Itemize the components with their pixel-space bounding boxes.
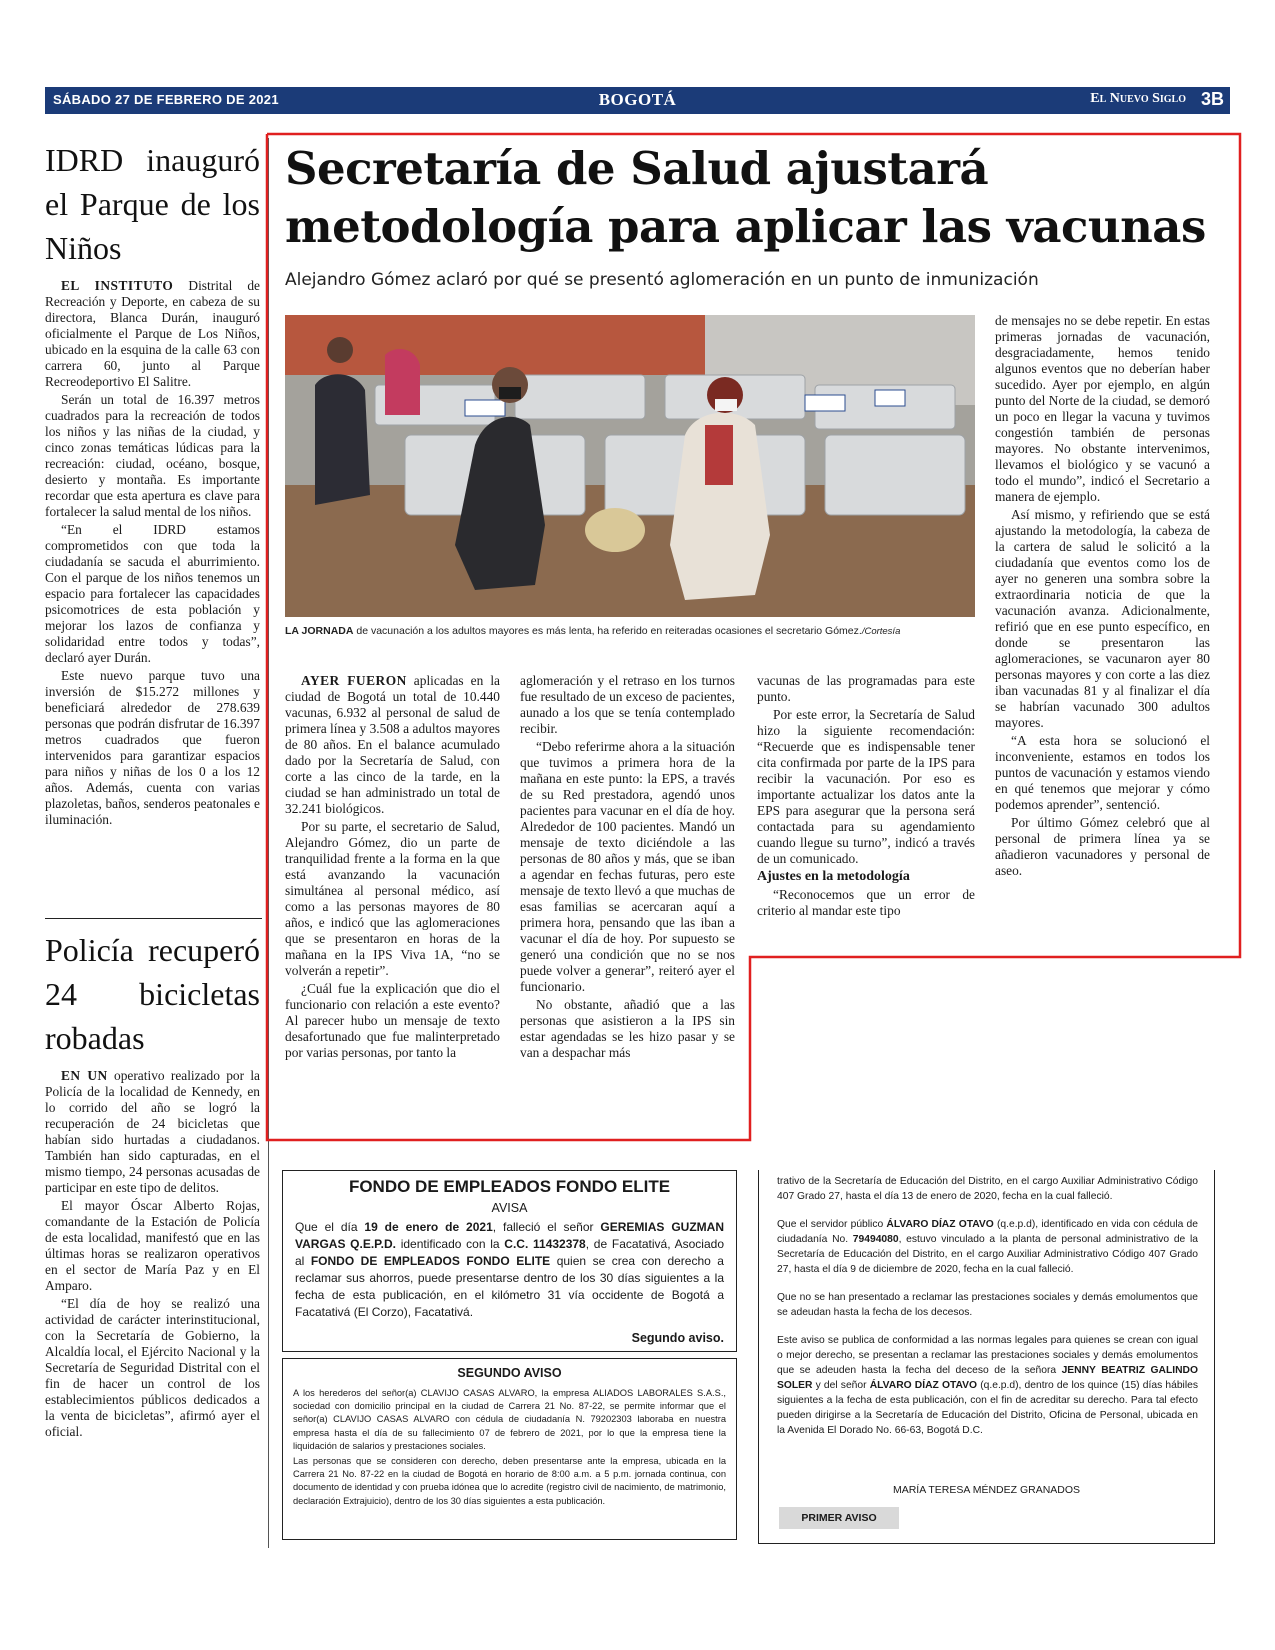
notice-secretaria-educacion-body xyxy=(777,1174,1198,1451)
n3-p3: Que no se han presentado a reclamar las prestaciones sociales y demás emolumentos que se adeudan hasta la fecha de los decesos. xyxy=(777,1292,1198,1318)
left-article-p4: Este nuevo parque tuvo una inversión de $15.272 millones y beneficiará alrededor de 278.639 personas que podrán disfrutar de 16.397 metros cuadrados que fueron intervenidos para garantizar espacios para niños y niñas de los 0 a los 12 años. Además, cuenta con varias plazoletas, baños, senderos peatonales e iluminación. xyxy=(45,668,260,827)
n3-p2 xyxy=(777,1217,1198,1277)
vaccination-photo xyxy=(285,315,975,617)
issue-date: SÁBADO 27 DE FEBRERO DE 2021 xyxy=(53,92,279,107)
caption-credit: /Cortesía xyxy=(861,626,901,637)
main-c2-p3: No obstante, añadió que a las personas que asistieron a la IPS sin estar agendadas se les hizo pasar y se van a despachar más xyxy=(520,997,735,1060)
main-c3-p1: vacunas de las programadas para este punto. xyxy=(757,673,975,704)
main-subhead: Ajustes en la metodología xyxy=(757,869,910,884)
left-article-2-p3: “El día de hoy se realizó una actividad de carácter interinstitucional, con la Secretaría de Gobierno, la Alcaldía local, el Ejército Nacional y la Secretaría de Seguridad Distrital con el fin de hacer un control de los establecimientos públicos dedicados a la venta de bicicletas”, afirmó ayer el oficial. xyxy=(45,1296,260,1439)
notice-fondo-elite-title: FONDO DE EMPLEADOS FONDO ELITE xyxy=(348,1177,671,1196)
main-c4-p2: Así mismo, y refiriendo que se está ajustando la metodología, la cabeza de la cartera de salud le solicitó a la ciudadanía que eventos como los de ayer no generen una sombra sobre la extraordinaria noticia de que la vacunación avanza. Adicionalmente, refirió que en ese punto específico, en donde se presentaron las aglomeraciones, se vacunaron ayer 80 personas mayores y con corte a las diez iban vacunadas 81 y al finalizar el día se habrían vacunado 300 adultos mayores. xyxy=(995,507,1210,730)
page-number: 3B xyxy=(1200,89,1224,109)
notice-signature: MARÍA TERESA MÉNDEZ GRANADOS xyxy=(892,1484,1081,1496)
n1-text-1: Que el día xyxy=(295,1220,365,1234)
n1-text-4: , de Facatativá, Asociado al xyxy=(295,1237,724,1268)
left-article-2-title: Policía recuperó 24 bicicletas robadas xyxy=(45,932,260,1056)
n1-cc: C.C. 11432378 xyxy=(504,1237,586,1251)
notice-segundo-aviso xyxy=(282,1358,737,1540)
notice-fondo-elite-avisa: AVISA xyxy=(491,1201,528,1215)
main-c1-p1 xyxy=(285,673,500,817)
primer-aviso-badge: PRIMER AVISO xyxy=(779,1507,899,1529)
n3-p4 xyxy=(777,1333,1198,1438)
caption-text: de vacunación a los adultos mayores es más lenta, ha referido en reiteradas ocasiones el secretario Gómez. xyxy=(353,625,862,637)
main-c4-p4: Por último Gómez celebró que al personal de primera línea ya se añadieron vacunadores y personal de aseo. xyxy=(995,815,1210,878)
left-article-p1-text: Distrital de Recreación y Deporte, en cabeza de su directora, Blanca Durán, inauguró oficialmente el Parque de Los Niños, ubicado en la esquina de la calle 63 con carrera 60, junto al Parque Recreodeportivo El Salitre. xyxy=(45,278,260,389)
notice-secretaria-educacion xyxy=(758,1170,1215,1544)
n1-fund: FONDO DE EMPLEADOS FONDO ELITE xyxy=(310,1254,551,1268)
header-bar xyxy=(45,87,1230,114)
section-name: BOGOTÁ xyxy=(598,90,677,109)
caption-lead: LA JORNADA xyxy=(285,625,354,637)
main-subtitle: Alejandro Gómez aclaró por qué se presentó aglomeración en un punto de inmunización xyxy=(285,270,1039,290)
left-article-p1 xyxy=(45,278,260,390)
n3-p4-c: (q.e.p.d), dentro de los quince (15) días hábiles siguientes a la fecha de esta publicación, con el fin de acreditar su derecho. Para tal efecto pueden dirigirse a la Secretaría de Educación del Distrito, Oficina de Personal, ubicada en la Avenida El Dorado No. 66-63, Bogotá D.C. xyxy=(777,1380,1198,1436)
n1-text-3: identificado con la xyxy=(395,1237,505,1251)
n3-p2-cc: 79494080 xyxy=(852,1234,899,1245)
main-column-3 xyxy=(757,673,975,921)
n2-p1: A los herederos del señor(a) CLAVIJO CASAS ALVARO, la empresa ALIADOS LABORALES S.A.S., sociedad con domicilio principal en la ciudad de Carrera 21 No. 87-22, se permite informar que el señor(a) CLAVIJO CASAS ALVARO con cédula de ciudadanía N. 79202303 laboraba en nuestra empresa hasta el día de su fallecimiento 07 de febrero de 2021, por lo que la empresa tiene la liquidación de salarios y prestaciones sociales. xyxy=(293,1388,726,1451)
left-article-2-lead: EN UN xyxy=(61,1068,108,1083)
n3-p2-a: Que el servidor público xyxy=(777,1219,887,1230)
left-article xyxy=(45,138,260,830)
notice-fondo-elite-footer: Segundo aviso. xyxy=(631,1331,724,1345)
notice-segundo-aviso-title: SEGUNDO AVISO xyxy=(457,1366,562,1380)
n3-p2-c: , estuvo vinculado a la planta de personal administrativo de la Secretaría de Educación del Distrito, en el cargo Auxiliar Administrativo Código 407 Grado 27, hasta el día 9 de diciembre de 2020, fecha en la cual falleció. xyxy=(777,1234,1198,1275)
notice-fondo-elite-body xyxy=(295,1219,724,1321)
notice-fondo-elite xyxy=(282,1170,737,1352)
main-c4-p3: “A esta hora se solucionó el inconveniente, estamos en todos los puntos de vacunación y estamos viendo en qué tenemos que mejorar y cómo podemos aprender”, sentenció. xyxy=(995,733,1210,812)
left-divider xyxy=(45,918,262,919)
left-article-lead: EL INSTITUTO xyxy=(61,278,174,293)
main-c2-p1: aglomeración y el retraso en los turnos fue resultado de un exceso de pacientes, aunado a los que se tenía contemplado recibir. xyxy=(520,673,735,736)
left-article-title: IDRD inauguró el Parque de los Niños xyxy=(45,142,260,266)
n1-text-2: , falleció el señor xyxy=(492,1220,601,1234)
n1-name: GEREMIAS GUZMAN VARGAS Q.E.P.D. xyxy=(295,1220,724,1251)
main-column-4 xyxy=(995,313,1210,881)
left-article-2-p2: El mayor Óscar Alberto Rojas, comandante de la Estación de Policía de esta localidad, manifestó que en las últimas horas se realizaron operativos en el sector de María Paz y en El Amparo. xyxy=(45,1198,260,1293)
photo-caption xyxy=(285,624,975,639)
left-article-2 xyxy=(45,928,260,1442)
n3-p4-name1: JENNY BEATRIZ GALINDO SOLER xyxy=(777,1365,1198,1391)
n3-p2-name: ÁLVARO DÍAZ OTAVO xyxy=(886,1219,994,1230)
main-lead: AYER FUERON xyxy=(301,673,407,688)
main-c4-p1: de mensajes no se debe repetir. En estas primeras jornadas de vacunación, desgraciadamente, hemos tenido algunos eventos que no deberían haber sucedido. Ayer por ejemplo, en algún punto del Norte de la ciudad, se demoró un poco en llegar la vacuna y tuvimos congestión también de personas mayores. No obstante intervenimos, llevamos el biológico y se vacunó a todo el mundo”, indicó el Secretario a manera de ejemplo. xyxy=(995,313,1210,504)
n3-p4-b: y del señor xyxy=(812,1380,870,1391)
n1-date: 19 de enero de 2021 xyxy=(364,1220,493,1234)
notice-segundo-aviso-body xyxy=(293,1387,726,1510)
newspaper-name: El Nuevo Siglo xyxy=(1090,91,1186,106)
main-column-2 xyxy=(520,673,735,1063)
left-article-2-p1 xyxy=(45,1068,260,1196)
n1-text-5: quien se crea con derecho a reclamar sus ahorros, puede presentarse dentro de los 30 días siguientes a la fecha de esta publicación, en el kilómetro 31 vía occidente de Bogotá a Facatativá (El Corzo), Facatativá. xyxy=(295,1254,724,1319)
main-c3-p3: “Reconocemos que un error de criterio al mandar este tipo xyxy=(757,887,975,918)
n3-p4-name2: ÁLVARO DÍAZ OTAVO xyxy=(869,1380,978,1391)
main-c2-p2: “Debo referirme ahora a la situación que tuvimos a primera hora de la mañana en este punto: la EPS, a través de su Red prestadora, agendó unos pacientes para vacunar en el día de hoy. Alrededor de 100 pacientes. Mandó un mensaje de texto diciéndole a las personas de 80 años y más, que se iban a agendar en fechas futuras, pero este mensaje de texto llevó a que muchas de esas familias se acercaran aquí a primera hora, pensando que las iban a vacunar el día de hoy. Por supuesto se generó una condición que no se nos puede volver a generar”, reiteró ayer el funcionario. xyxy=(520,739,735,994)
main-c1-p1-text: aplicadas en la ciudad de Bogotá un total de 10.440 vacunas, 6.932 al personal de salud de primera línea y 3.508 a adultos mayores de 80 años. En el balance acumulado dado por la Secretaría de Salud, con corte a las cinco de la tarde, en la ciudad se han administrado un total de 32.241 biológicos. xyxy=(285,673,500,816)
main-headline: Secretaría de Salud ajustará metodología para aplicar las vacunas xyxy=(285,142,1206,253)
left-article-p2: Serán un total de 16.397 metros cuadrados para la recreación de todos los niños y las niñas de la ciudad, y cinco zonas temáticas lúdicas para la recreación: ciudad, océano, bosque, desierto y montaña. Es importante recordar que esta apertura es clave para fortalecer la salud mental de los niños. xyxy=(45,392,260,519)
main-c1-p3: ¿Cuál fue la explicación que dio el funcionario con relación a este evento? Al parecer hubo un mensaje de texto desafortunado que fue malinterpretado por varias personas, por tanto la xyxy=(285,981,500,1060)
left-article-p3: “En el IDRD estamos comprometidos con que toda la ciudadanía se sacuda el aburrimiento. Con el parque de los niños tenemos un espacio para fortalecer las capacidades psicomotrices de esta población y mejorar los lazos de confianza y solidaridad entre todos y todas”, declaró ayer Durán. xyxy=(45,522,260,665)
n2-p2: Las personas que se consideren con derecho, deben presentarse ante la empresa, ubicada en la Carrera 21 No. 87-22 en la ciudad de Bogotá en horario de 8:00 a.m. a 5 p.m. jornada continua, con documento de identidad y con prueba idónea que lo acredite (registro civil de nacimiento, de matrimonio, declaración Extrajuicio), dentro de los 30 días siguientes a esta publicación. xyxy=(293,1456,726,1506)
main-column-1 xyxy=(285,673,500,1063)
n3-p2-b: (q.e.p.d), identificado en vida con cédula de ciudadanía No. xyxy=(777,1219,1198,1245)
left-article-2-p1-text: operativo realizado por la Policía de la localidad de Kennedy, en lo corrido del año se logró la recuperación de 24 bicicletas que habían sido hurtadas a ciudadanos. También han sido capturadas, en el mismo tiempo, 24 personas acusadas de participar en este tipo de delitos. xyxy=(45,1068,260,1195)
n3-p4-a: Este aviso se publica de conformidad a las normas legales para quienes se crean con igual o mejor derecho, se presentan a reclamar las prestaciones sociales y demás emolumentos que se adeuden hasta la fecha del deceso de la señora xyxy=(777,1335,1198,1376)
main-c1-p2: Por su parte, el secretario de Salud, Alejandro Gómez, dio un parte de tranquilidad frente a la forma en la que está avanzando la vacunación simultánea al personal médico, así como a las personas mayores de 80 años, e indicó que las aglomeraciones que se presentaron en horas de la mañana en la IPS Viva 1A, “no se volverán a repetir”. xyxy=(285,819,500,978)
n3-p1: trativo de la Secretaría de Educación del Distrito, en el cargo Auxiliar Administrativo Código 407 Grado 27, hasta el día 13 de enero de 2020, fecha en la cual falleció. xyxy=(777,1176,1198,1202)
main-c3-p2: Por este error, la Secretaría de Salud hizo la siguiente recomendación: “Recuerde que es indispensable tener cita confirmada por parte de la IPS para recibir la vacunación. Por eso es importante actualizar los datos ante la EPS para asegurar que la persona será contactada para su agendamiento cuando llegue su turno”, indicó a través de un comunicado. xyxy=(757,707,975,866)
